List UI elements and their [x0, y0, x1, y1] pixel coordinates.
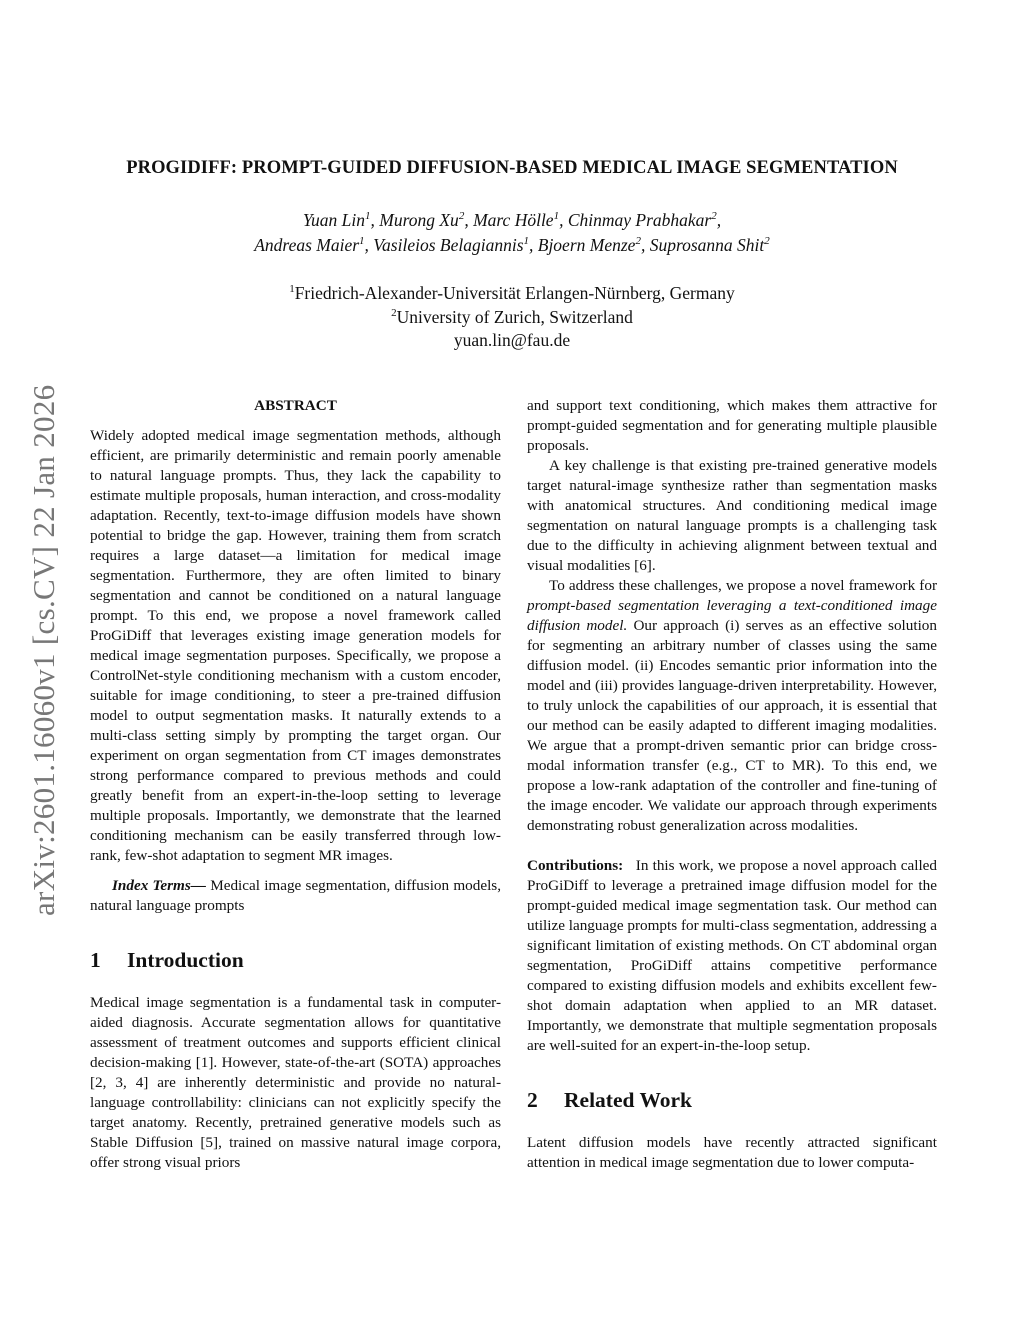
affil-mark: 1 — [359, 235, 365, 248]
index-terms: Index Terms— Medical image segmentation, diffusion models, natural language prompts — [90, 877, 501, 914]
intro-paragraph-2: A key challenge is that existing pre-trained generative models target natural-image synthesize rather than segmentation masks with anatomical structures. And conditioning medical image segmentation on natural language prompts is a challenging task due to the difficulty in achieving alignment between textual and visual modalities [6]. — [527, 457, 937, 574]
abstract-text: Widely adopted medical image segmentation methods, although efficient, are primarily deterministic and remain poorly amenable to natural language prompts. Thus, they lack the capability to estimate multiple proposals, human interaction, and cross-modality adaptation. Recently, text-to-image diffusion models have shown potential to bridge the gap. However, training them from scratch requires a large dataset—a limitation for medical image segmentation. Furthermore, they are often limited to binary segmentation and cannot be conditioned on a natural language prompt. To this end, we propose a novel framework called ProGiDiff that leverages existing image generation models for medical image segmentation purposes. Specifically, we propose a ControlNet-style conditioning mechanism with a custom encoder, suitable for image conditioning, to steer a pre-trained diffusion model to output segmentation masks. It naturally extends to a multi-class setting simply by prompting the target organ. Our experiment on organ segmentation from CT images demonstrates strong performance compared to previous methods and could greatly benefit from an expert-in-the-loop setting to leverage multiple proposals. Importantly, we demonstrate that the learned conditioning mechanism can be easily transferred through low-rank, few-shot adaptation to segment MR images. — [90, 427, 501, 864]
author-name: Yuan Lin — [302, 210, 365, 230]
email: yuan.lin@fau.de — [453, 330, 571, 350]
affil-mark: 2 — [458, 210, 465, 223]
related-paragraph-1: Latent diffusion models have recently attracted significant attention in medical image segmentation due to lower computa- — [527, 1134, 937, 1171]
affiliations — [0, 282, 1024, 353]
author-list — [0, 208, 1024, 258]
affil-mark: 2 — [764, 235, 770, 248]
intro-paragraph-1: Medical image segmentation is a fundamental task in computer-aided diagnosis. Accurate segmentation allows for quantitative assessment of treatment outcomes and supports efficient clinical decision-making [1]. However, state-of-the-art (SOTA) approaches [2, 3, 4] are inherently deterministic and provide no natural-language controllability: clinicians can not explicitly specify the target anatomy. Recently, pretrained generative models such as Stable Diffusion [5], trained on massive natural image corpora, offer strong visual priors — [90, 994, 501, 1171]
author-line-2: Andreas Maier$^1$, Vasileios Belagiannis$^1$, Bjoern Menze$^2$, Suprosanna Shit$^2$ — [254, 235, 770, 255]
affil-mark: 1 — [553, 210, 560, 223]
author-line-1: Yuan Lin$^1$, Murong Xu$^2$, Marc Hölle$^1$, Chinmay Prabhakar$^2$, — [302, 210, 722, 230]
section-heading-related-work: 2 Related Work — [527, 1088, 693, 1112]
intro-paragraph-1-cont: and support text conditioning, which makes them attractive for prompt-guided segmentation and for generating multiple plausible proposals. — [527, 397, 937, 454]
right-column — [527, 396, 937, 1173]
affiliation-2: $^2$University of Zurich, Switzerland — [391, 306, 633, 327]
author-name: Andreas Maier — [254, 235, 360, 255]
author-name: Vasileios Belagiannis — [373, 235, 524, 255]
affil-mark: 1 — [365, 210, 371, 223]
section-heading-introduction: 1 Introduction — [90, 948, 244, 972]
affiliation-1: $^1$Friedrich-Alexander-Universität Erlangen-Nürnberg, Germany — [289, 283, 735, 303]
author-name: Bjoern Menze — [537, 235, 636, 255]
author-name: Murong Xu — [379, 210, 459, 230]
affil-mark: 2 — [635, 235, 641, 248]
left-column — [90, 396, 501, 1173]
affil-mark: 2 — [711, 210, 717, 223]
affil-mark: 1 — [523, 235, 529, 248]
intro-paragraph-3: To address these challenges, we propose a novel framework for prompt-based segmentation leveraging a text-conditioned image diffusion model. Our approach (i) serves as an effective solution for segmenting an arbitrary number of classes using the same diffusion model. (ii) Encodes semantic prior information into the model and (iii) provides language-driven interpretability. However, to truly unlock the capabilities of our approach, it is essential that our method can be easily adapted to different imaging modalities. We argue that a prompt-driven semantic prior can bridge cross-modal information transfer (e.g., CT to MR). To this end, we propose a low-rank adaptation of the controller and fine-tuning of the image encoder. We validate our approach through experiments demonstrating robust generalization across modalities. — [527, 577, 937, 834]
arxiv-stamp: arXiv:2601.16060v1 [cs.CV] 22 Jan 2026 — [26, 384, 61, 916]
author-name: Marc Hölle — [473, 210, 554, 230]
paper-title: PROGIDIFF: PROMPT-GUIDED DIFFUSION-BASED MEDICAL IMAGE SEGMENTATION — [126, 158, 898, 178]
author-name: Chinmay Prabhakar — [567, 210, 712, 230]
contributions-paragraph: Contributions: In this work, we propose a novel approach called ProGiDiff to leverage a pretrained image diffusion model for the prompt-guided medical image segmentation task. Our method can utilize language prompts for multi-class segmentation, addressing a significant limitation of existing methods. On CT abdominal organ segmentation, ProGiDiff attains competitive performance compared to existing diffusion models and exhibits excellent few-shot domain adaptation when applied to an MR dataset. Importantly, we demonstrate that multiple segmentation proposals are well-suited for an expert-in-the-loop setup. — [527, 857, 937, 1054]
abstract-heading: ABSTRACT — [254, 397, 337, 414]
author-name: Suprosanna Shit — [649, 235, 765, 255]
